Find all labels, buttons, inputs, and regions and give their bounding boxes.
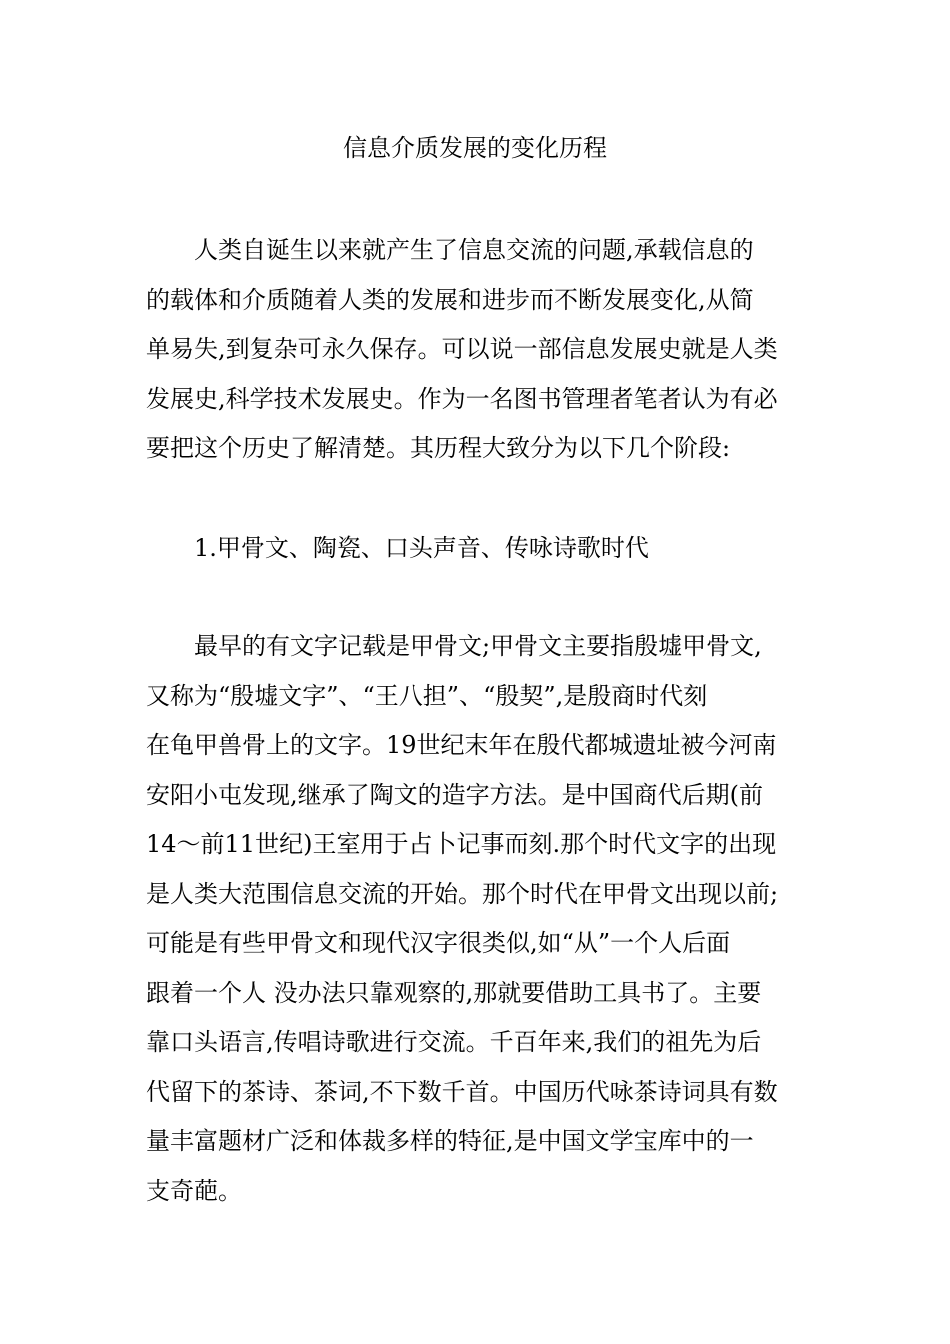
- paragraph-line: 又称为“殷墟文字”、“王八担”、“殷契”,是殷商时代刻: [146, 681, 708, 710]
- paragraph-line: 是人类大范围信息交流的开始。那个时代在甲骨文出现以前;: [146, 879, 779, 908]
- paragraph-line: 的载体和介质随着人类的发展和进步而不断发展变化,从简: [146, 285, 754, 314]
- paragraph-line: 可能是有些甲骨文和现代汉字很类似,如“从”一个人后面: [146, 929, 731, 957]
- paragraph-line: 靠口头语言,传唱诗歌进行交流。千百年来,我们的祖先为后: [146, 1028, 762, 1056]
- paragraph-line: 人类自诞生以来就产生了信息交流的问题,承载信息的: [146, 236, 754, 264]
- paragraph-line: 代留下的茶诗、茶词,不下数千首。中国历代咏茶诗词具有数: [146, 1077, 778, 1106]
- paragraph-line: 单易失,到复杂可永久保存。可以说一部信息发展史就是人类: [146, 335, 778, 363]
- paragraph-line: 在龟甲兽骨上的文字。19世纪末年在殷代都城遗址被今河南: [146, 731, 777, 759]
- intro-paragraph: [146, 226, 810, 474]
- paragraph-line: 支奇葩。: [146, 1176, 242, 1205]
- paragraph-line: 安阳小屯发现,继承了陶文的造字方法。是中国商代后期(前: [146, 780, 763, 809]
- section-heading-text: 1.甲骨文、陶瓷、口头声音、传咏诗歌时代: [146, 534, 649, 562]
- paragraph-line: 最早的有文字记载是甲骨文;甲骨文主要指殷墟甲骨文,: [146, 632, 762, 660]
- paragraph-line: 要把这个历史了解清楚。其历程大致分为以下几个阶段:: [146, 434, 731, 462]
- paragraph-line: 发展史,科学技术发展史。作为一名图书管理者笔者认为有必: [146, 384, 778, 413]
- paragraph-line: 14～前11世纪)王室用于占卜记事而刻.那个时代文字的出现: [146, 830, 777, 858]
- section-paragraph: [146, 622, 810, 1216]
- section-heading: [146, 524, 810, 574]
- paragraph-line: 跟着一个人 没办法只靠观察的,那就要借助工具书了。主要: [146, 978, 762, 1007]
- paragraph-line: 量丰富题材广泛和体裁多样的特征,是中国文学宝库中的一: [146, 1127, 754, 1155]
- document-title: 信息介质发展的变化历程: [343, 134, 607, 162]
